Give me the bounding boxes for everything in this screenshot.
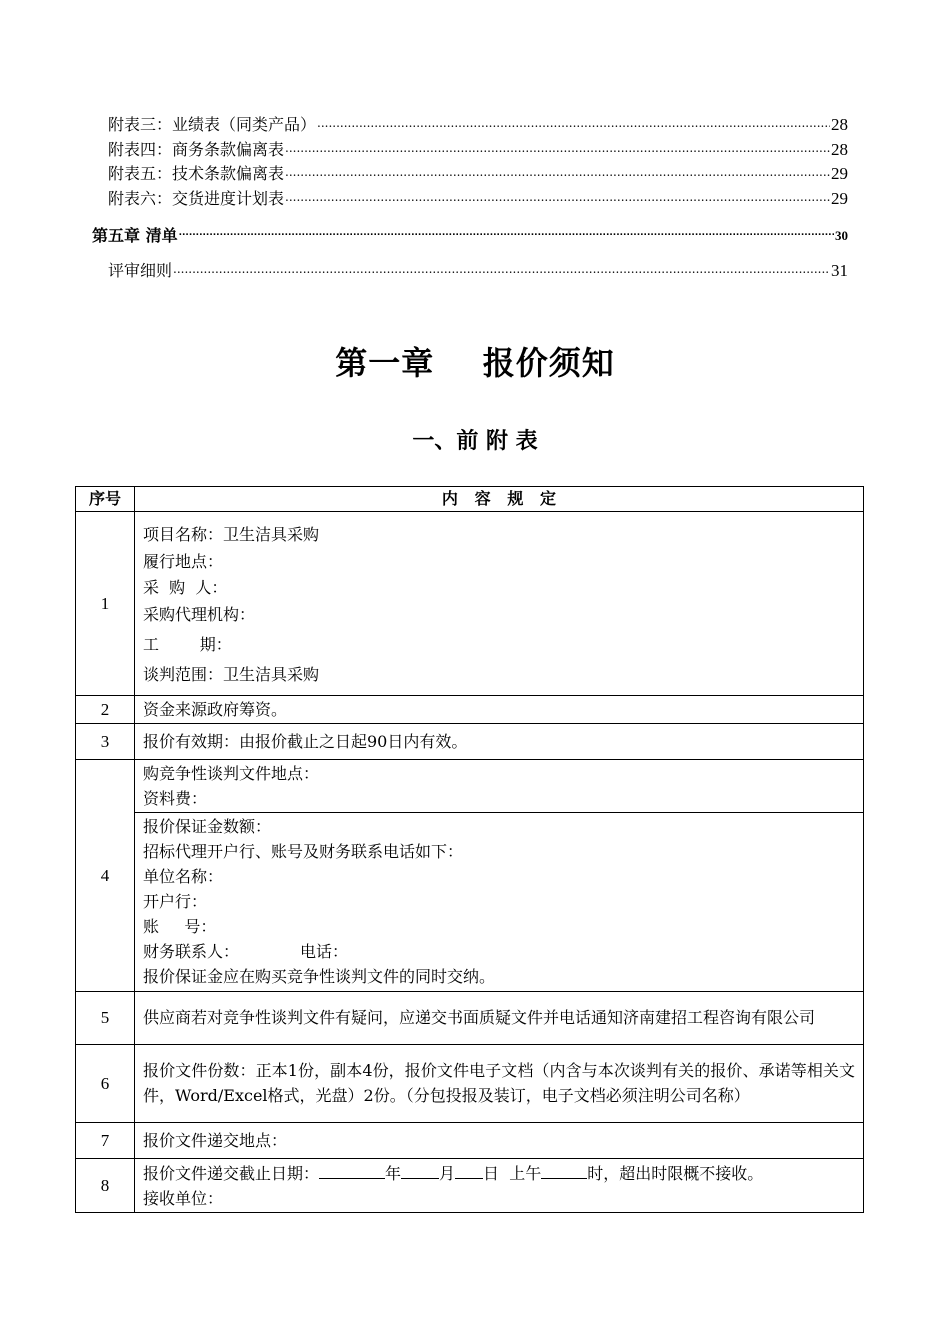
front-appendix-table bbox=[75, 486, 864, 1213]
table-row bbox=[76, 991, 864, 1044]
row-number: 7 bbox=[76, 1122, 135, 1158]
deadline-label: 报价文件递交截止日期： bbox=[143, 1163, 320, 1183]
row-number: 2 bbox=[76, 695, 135, 723]
table-row bbox=[76, 512, 864, 696]
section-title: 一、前 附 表 bbox=[412, 429, 538, 454]
table-row bbox=[76, 1122, 864, 1158]
row-content bbox=[135, 759, 864, 812]
row-number: 4 bbox=[76, 759, 135, 991]
toc-entry-page: 28 bbox=[831, 140, 848, 159]
row-content bbox=[135, 812, 864, 991]
toc-chapter-entry[interactable] bbox=[92, 226, 848, 246]
unit-name: 单位名称： bbox=[143, 867, 224, 886]
row-content bbox=[135, 1158, 864, 1212]
header-content: 内 容 规 定 bbox=[135, 487, 864, 512]
table-row bbox=[76, 695, 864, 723]
toc-leader-dots bbox=[285, 138, 830, 158]
row-number: 3 bbox=[76, 723, 135, 759]
row-content: 报价文件份数：正本1份，副本4份，报价文件电子文档（内含与本次谈判有关的报价、承诺等相关文件，Word/Excel格式，光盘）2份。（分包投报及装订，电子文档必须注明公司名称） bbox=[135, 1044, 864, 1122]
performance-location: 履行地点： bbox=[143, 551, 224, 571]
deposit-amount: 报价保证金数额： bbox=[143, 817, 272, 836]
row-content: 供应商若对竞争性谈判文件有疑问，应递交书面质疑文件并电话通知济南建招工程咨询有限公司 bbox=[135, 991, 864, 1044]
bank-info-intro: 招标代理开户行、账号及财务联系电话如下： bbox=[143, 842, 464, 861]
toc-entry[interactable] bbox=[108, 261, 848, 281]
negotiation-scope: 谈判范围：卫生洁具采购 bbox=[143, 665, 320, 684]
toc-leader-dots bbox=[317, 113, 830, 133]
toc-leader-dots bbox=[173, 259, 830, 279]
row-content: 资金来源政府筹资。 bbox=[135, 695, 864, 723]
receiving-unit: 接收单位： bbox=[143, 1188, 224, 1208]
header-num: 序号 bbox=[76, 487, 135, 512]
toc-entry[interactable] bbox=[108, 189, 848, 209]
toc-leader-dots bbox=[285, 162, 830, 182]
table-row bbox=[76, 759, 864, 812]
row-content bbox=[135, 512, 864, 696]
toc-leader-dots bbox=[179, 223, 834, 243]
toc-entry-page: 28 bbox=[831, 115, 848, 134]
month-label: 月 bbox=[439, 1163, 456, 1183]
year-label: 年 bbox=[385, 1163, 402, 1183]
toc-entry-page: 30 bbox=[835, 228, 848, 243]
toc-entry[interactable] bbox=[108, 164, 848, 184]
toc-entry-label: 附表四：商务条款偏离表 bbox=[108, 140, 285, 159]
toc-leader-dots bbox=[285, 187, 830, 207]
table-row bbox=[76, 723, 864, 759]
year-blank[interactable] bbox=[319, 1160, 385, 1179]
toc-entry-page: 29 bbox=[831, 164, 848, 183]
agency: 采购代理机构： bbox=[143, 604, 256, 624]
project-name: 项目名称：卫生洁具采购 bbox=[143, 525, 320, 544]
table-row bbox=[76, 1044, 864, 1122]
toc-entry-label: 评审细则 bbox=[108, 261, 173, 280]
row-number: 1 bbox=[76, 512, 135, 696]
toc-entry[interactable] bbox=[108, 140, 848, 160]
toc-entry-label: 附表五：技术条款偏离表 bbox=[108, 164, 285, 183]
hour-label: 时，超出时限概不接收。 bbox=[587, 1163, 764, 1183]
month-blank[interactable] bbox=[401, 1160, 439, 1179]
toc-entry-label: 附表三：业绩表（同类产品） bbox=[108, 115, 317, 134]
row-content: 报价文件递交地点： bbox=[135, 1122, 864, 1158]
row-number: 6 bbox=[76, 1044, 135, 1122]
account-number: 账 号： bbox=[143, 917, 217, 936]
toc-entry-label: 附表六：交货进度计划表 bbox=[108, 189, 285, 208]
chapter-title: 第一章 报价须知 bbox=[335, 344, 615, 382]
row-number: 8 bbox=[76, 1158, 135, 1212]
row-number: 5 bbox=[76, 991, 135, 1044]
toc-entry-label: 第五章 清单 bbox=[92, 226, 178, 245]
table-row bbox=[76, 812, 864, 991]
toc-entry-page: 31 bbox=[831, 261, 848, 280]
row-content: 报价有效期：由报价截止之日起90日内有效。 bbox=[135, 723, 864, 759]
hour-blank[interactable] bbox=[541, 1160, 587, 1179]
bank-name: 开户行： bbox=[143, 892, 208, 911]
day-blank[interactable] bbox=[455, 1160, 483, 1179]
toc-entry[interactable] bbox=[108, 115, 848, 135]
doc-purchase-location: 购竞争性谈判文件地点： bbox=[143, 763, 320, 783]
deadline-line bbox=[143, 1160, 855, 1186]
day-label: 日 上午 bbox=[483, 1163, 542, 1183]
purchaser: 采 购 人： bbox=[143, 578, 228, 597]
doc-fee: 资料费： bbox=[143, 788, 208, 808]
finance-contact: 财务联系人： 电话： bbox=[143, 942, 349, 961]
table-row bbox=[76, 1158, 864, 1212]
construction-period: 工 期： bbox=[143, 635, 232, 654]
table-header-row bbox=[76, 487, 864, 512]
toc-entry-page: 29 bbox=[831, 189, 848, 208]
deposit-note: 报价保证金应在购买竞争性谈判文件的同时交纳。 bbox=[143, 967, 496, 986]
